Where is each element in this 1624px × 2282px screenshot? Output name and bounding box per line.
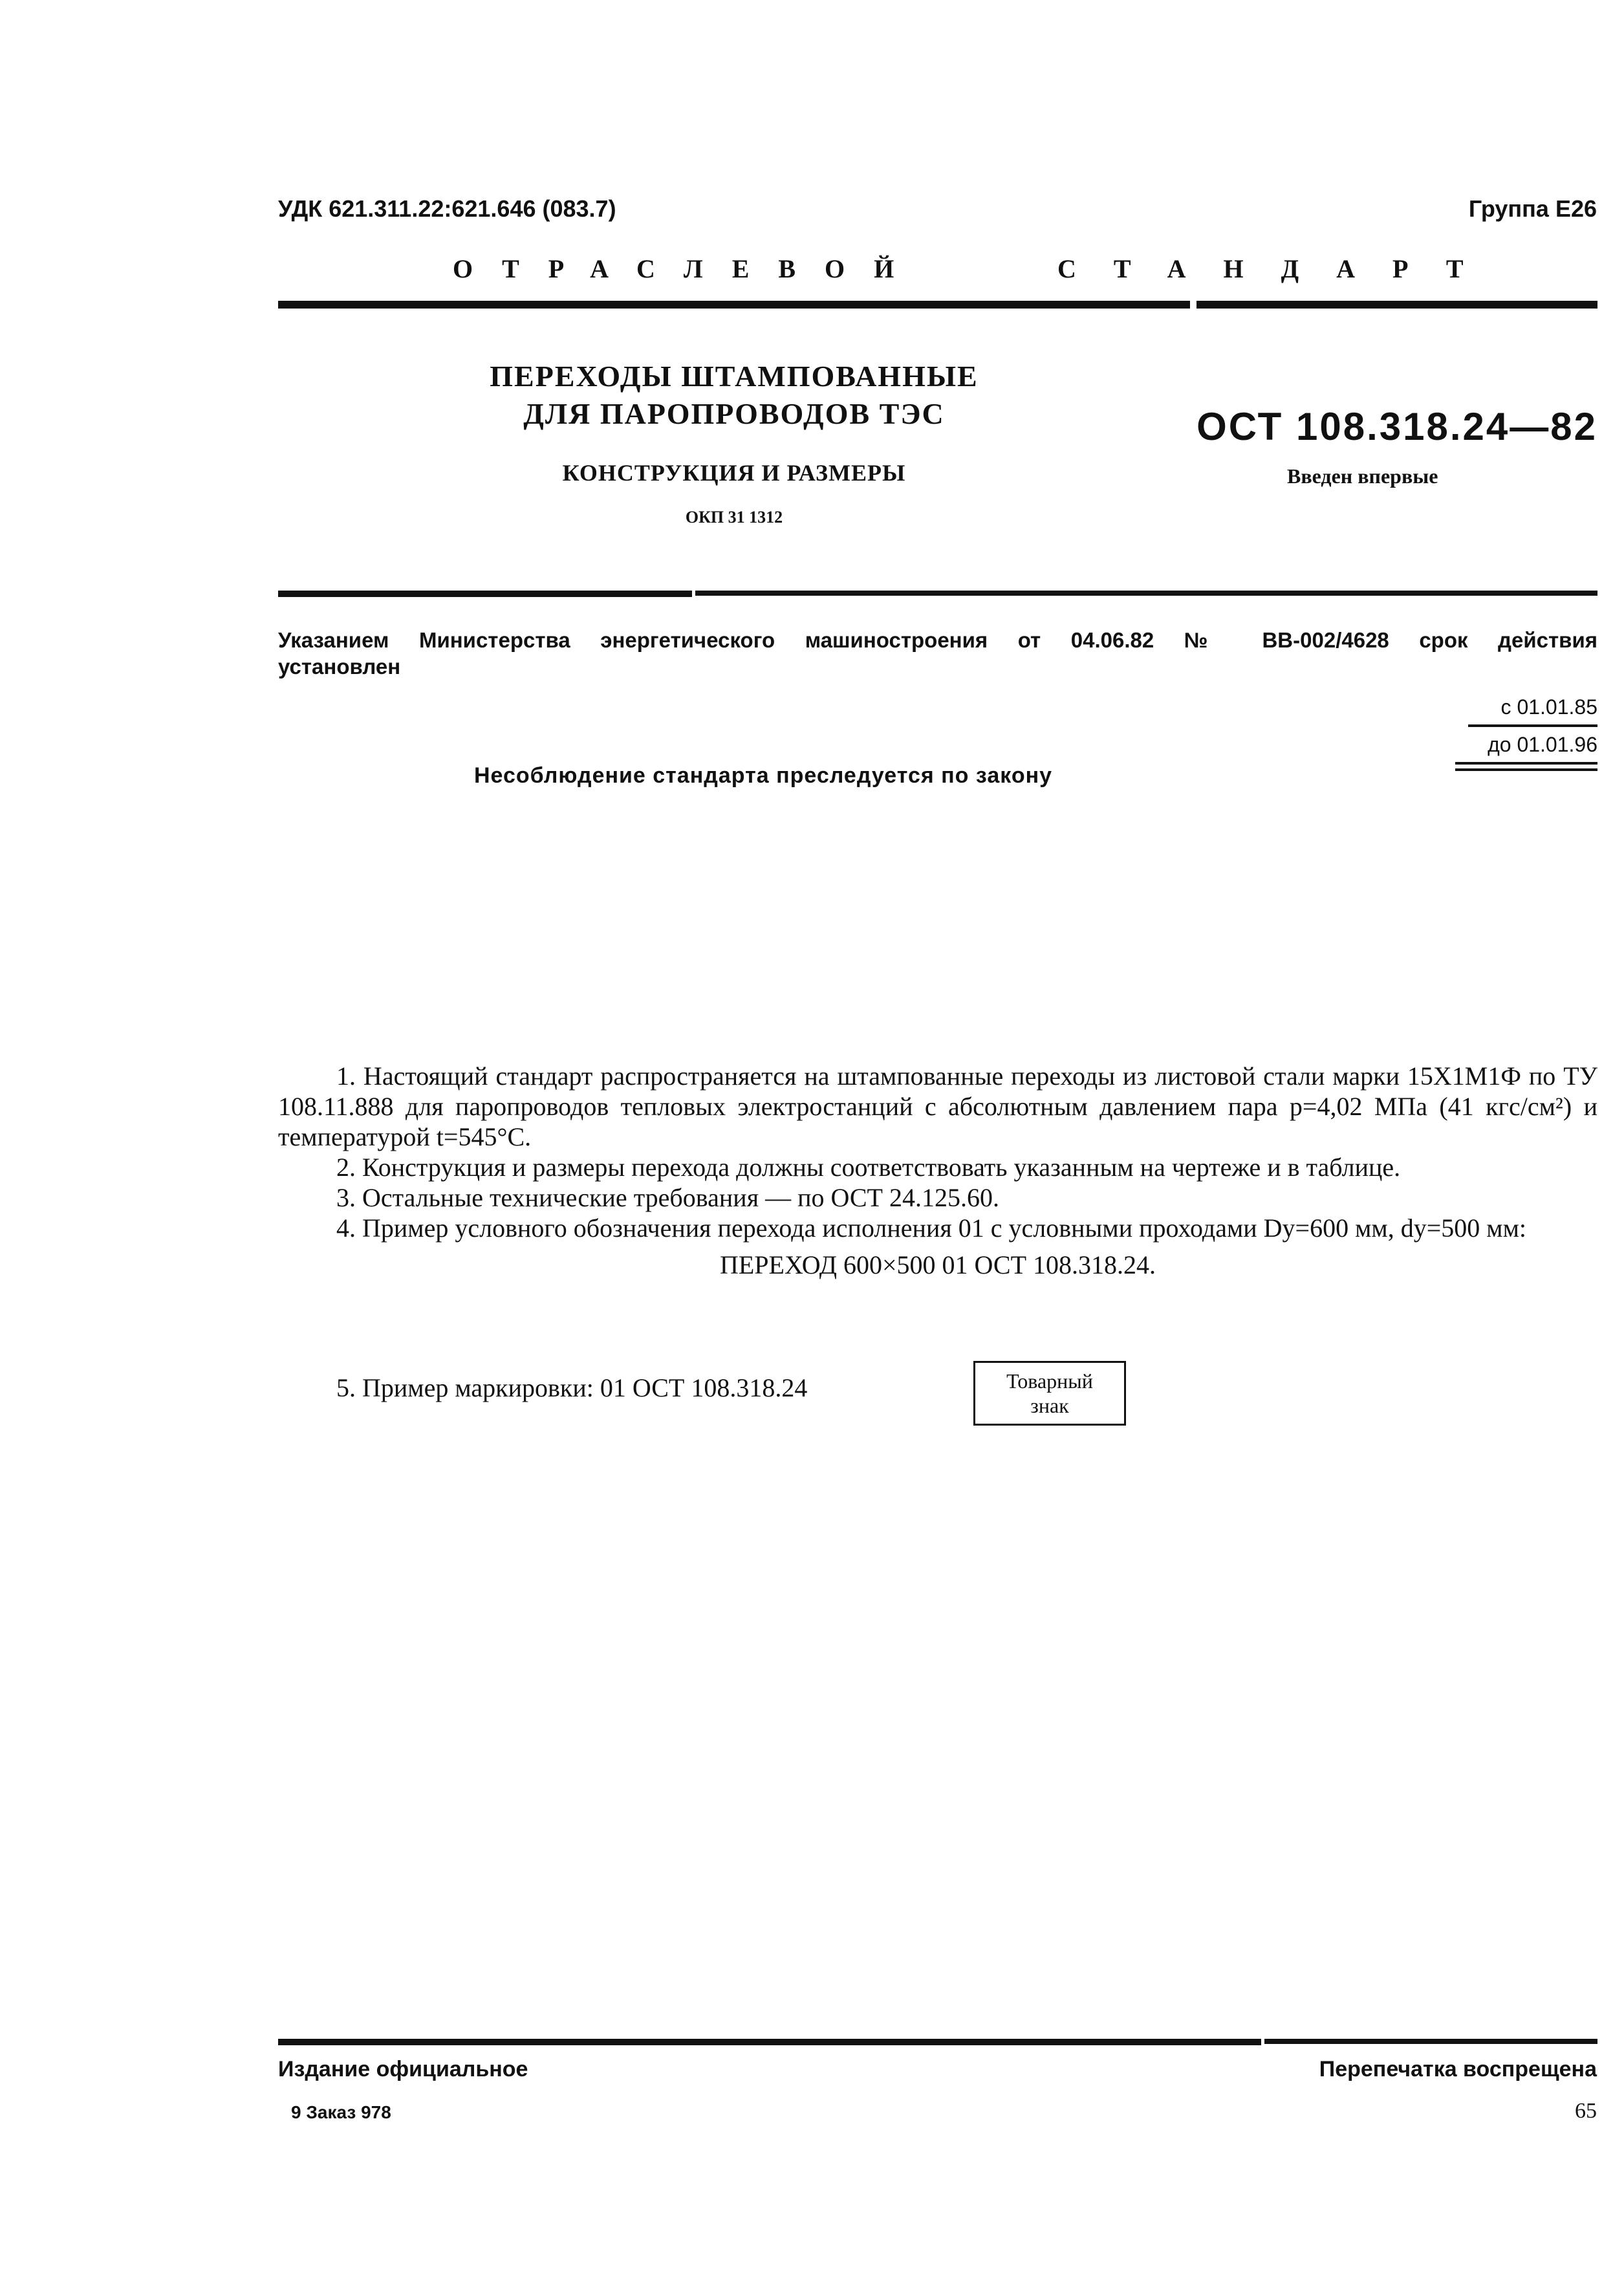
standard-code: ОСТ 108.318.24—82 (1196, 405, 1597, 448)
paragraph-2: 2. Конструкция и размеры перехода должны соответствовать указанным на чертеже и в таблице. (336, 1153, 1401, 1182)
trademark-box-top (973, 1361, 1126, 1363)
reprint-notice: Перепечатка воспрещена (1319, 2057, 1597, 2081)
valid-from-date: с 01.01.85 (1500, 695, 1597, 719)
bottom-rule-left (278, 2039, 1261, 2045)
paragraph-1: 1. Настоящий стандарт распространяется на штампованные переходы из листовой стали марки 15Х1М1Ф по ТУ 108.11.888 для паропроводов тепловых электростанций с абсолютным давлением пара p=4,02 МПа (41 кгс/см²) и температурой t=545°С. (278, 1061, 1597, 1151)
title-line-2: ДЛЯ ПАРОПРОВОДОВ ТЭС (523, 397, 945, 430)
decree-text-line-1: Указанием Министерства энергетического машиностроения от 04.06.82 № ВВ-002/4628 срок действия (278, 628, 1597, 652)
example-designation: ПЕРЕХОД 600×500 01 ОСТ 108.318.24. (719, 1250, 1156, 1279)
group-code: Группа Е26 (1468, 195, 1597, 222)
non-observance-text: Несоблюдение стандарта преследуется по закону (473, 763, 1053, 788)
branch-word: ОТРАСЛЕВОЙ (453, 254, 924, 283)
top-rule-left (278, 301, 1190, 309)
okp-code: ОКП 31 1312 (685, 508, 783, 527)
non-observance-notice (278, 763, 1597, 788)
standard-word: СТАНДАРТ (1057, 254, 1501, 283)
document-subtitle: КОНСТРУКЦИЯ И РАЗМЕРЫ (562, 460, 906, 486)
edition-label: Издание официальное (278, 2057, 528, 2081)
paragraph-4: 4. Пример условного обозначения перехода исполнения 01 с условными проходами Dу=600 мм, dу=500 мм: (336, 1213, 1527, 1243)
trademark-box-bottom (973, 1424, 1126, 1426)
bottom-rule-right (1264, 2039, 1597, 2044)
mid-rule-right (695, 591, 1597, 596)
document-title (362, 358, 1106, 433)
decree-text-line-2: установлен (278, 655, 401, 679)
body-text (278, 1061, 1597, 1280)
paragraph-5: 5. Пример маркировки: 01 ОСТ 108.318.24 (336, 1373, 808, 1402)
title-line-1: ПЕРЕХОДЫ ШТАМПОВАННЫЕ (490, 360, 979, 393)
valid-to-date: до 01.01.96 (1488, 733, 1597, 756)
trademark-label-1: Товарный (1006, 1369, 1093, 1393)
date-from-underline (1468, 724, 1597, 727)
intro-note: Введен впервые (1287, 464, 1438, 488)
trademark-label-2: знак (1030, 1394, 1069, 1417)
udk-code: УДК 621.311.22:621.646 (083.7) (278, 195, 616, 222)
mid-rule-left (278, 591, 692, 597)
page-number: 65 (1575, 2099, 1597, 2123)
order-number: 9 Заказ 978 (291, 2102, 391, 2122)
paragraph-3: 3. Остальные технические требования — по ОСТ 24.125.60. (336, 1183, 999, 1212)
trademark-box (973, 1361, 1126, 1426)
top-rule-right (1196, 301, 1597, 309)
